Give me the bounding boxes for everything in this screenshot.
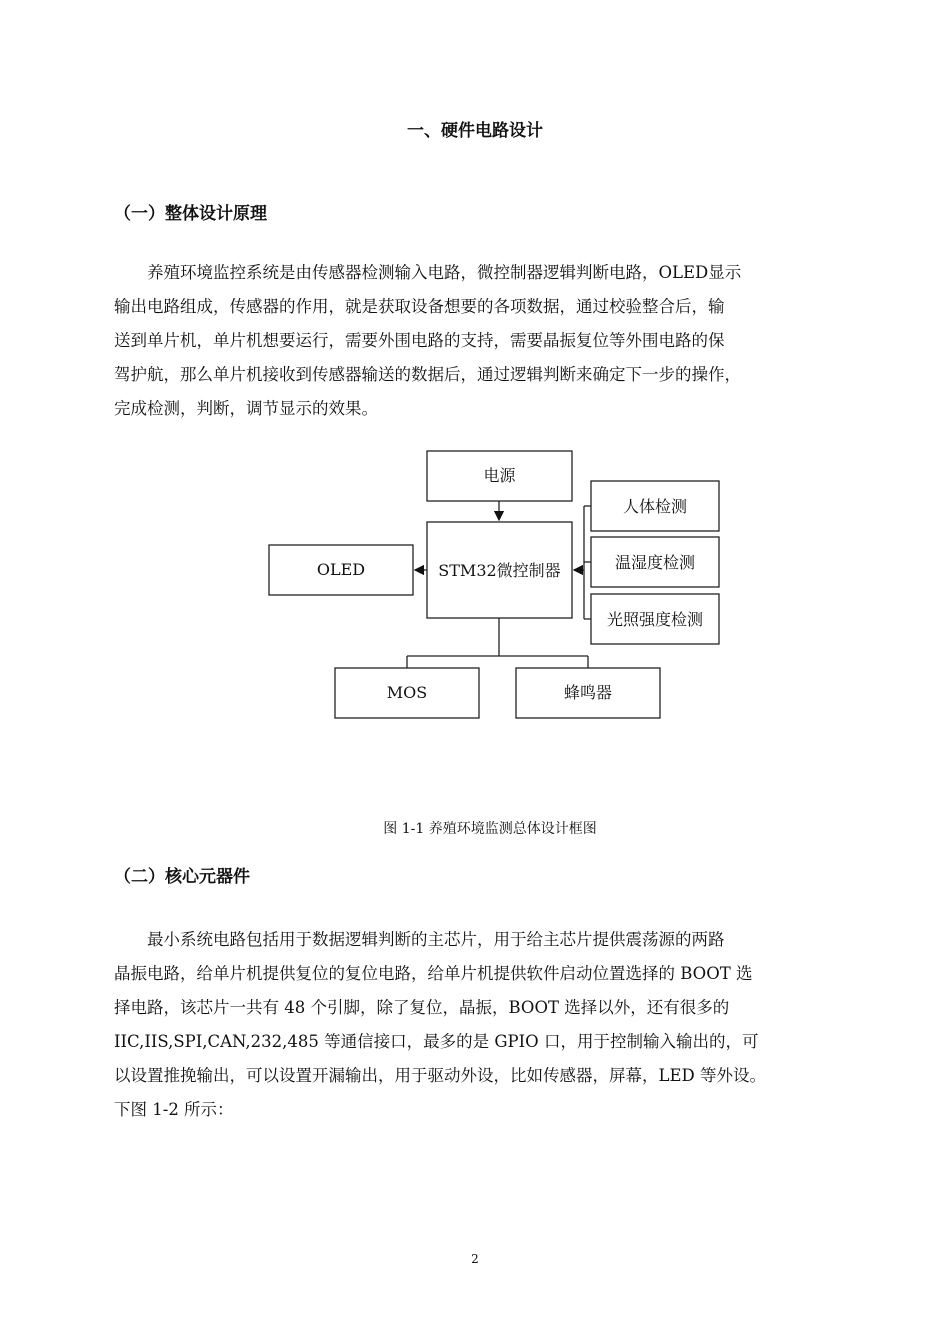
sensor-temp-humidity-label: 温湿度检测	[614, 553, 696, 572]
oled-label: OLED	[316, 560, 366, 579]
page-number: 2	[471, 1252, 479, 1266]
section2-heading: （二）核心元器件	[114, 867, 250, 887]
power-label: 电源	[483, 466, 516, 485]
section-title: 一、硬件电路设计	[407, 121, 543, 141]
figure-caption: 图 1-1 养殖环境监测总体设计框图	[383, 821, 597, 837]
section1-heading: （一）整体设计原理	[114, 204, 267, 224]
buzzer-label: 蜂鸣器	[563, 683, 613, 702]
paragraph-line: 驾护航，那么单片机接收到传感器输送的数据后，通过逻辑判断来确定下一步的操作，	[114, 365, 741, 384]
paragraph-line: 以设置推挽输出，可以设置开漏输出，用于驱动外设，比如传感器，屏幕，LED 等外设。	[114, 1066, 766, 1085]
paragraph-line: 择电路，该芯片一共有 48 个引脚，除了复位，晶振，BOOT 选择以外，还有很多的	[114, 998, 730, 1017]
section2-paragraph	[114, 923, 839, 1127]
mos-label: MOS	[386, 683, 428, 702]
sensor-light-label: 光照强度检测	[606, 610, 704, 629]
paragraph-line: 晶振电路，给单片机提供复位的复位电路，给单片机提供软件启动位置选择的 BOOT 选	[114, 964, 753, 983]
paragraph-line: 输出电路组成，传感器的作用，就是获取设备想要的各项数据，通过校验整合后，输	[114, 297, 725, 316]
sensor-human-label: 人体检测	[622, 497, 688, 516]
mcu-label: STM32微控制器	[438, 561, 561, 580]
paragraph-line: 最小系统电路包括用于数据逻辑判断的主芯片，用于给主芯片提供震荡源的两路	[147, 930, 725, 949]
paragraph-line: 完成检测，判断，调节显示的效果。	[114, 399, 378, 418]
paragraph-line: 下图 1-2 所示：	[114, 1100, 234, 1119]
paragraph-line: 养殖环境监控系统是由传感器检测输入电路，微控制器逻辑判断电路，OLED显示	[147, 263, 742, 282]
paragraph-line: IIC,IIS,SPI,CAN,232,485 等通信接口，最多的是 GPIO 口，用于控制输入输出的，可	[114, 1032, 759, 1051]
paragraph-line: 送到单片机，单片机想要运行，需要外围电路的支持，需要晶振复位等外围电路的保	[114, 331, 725, 350]
